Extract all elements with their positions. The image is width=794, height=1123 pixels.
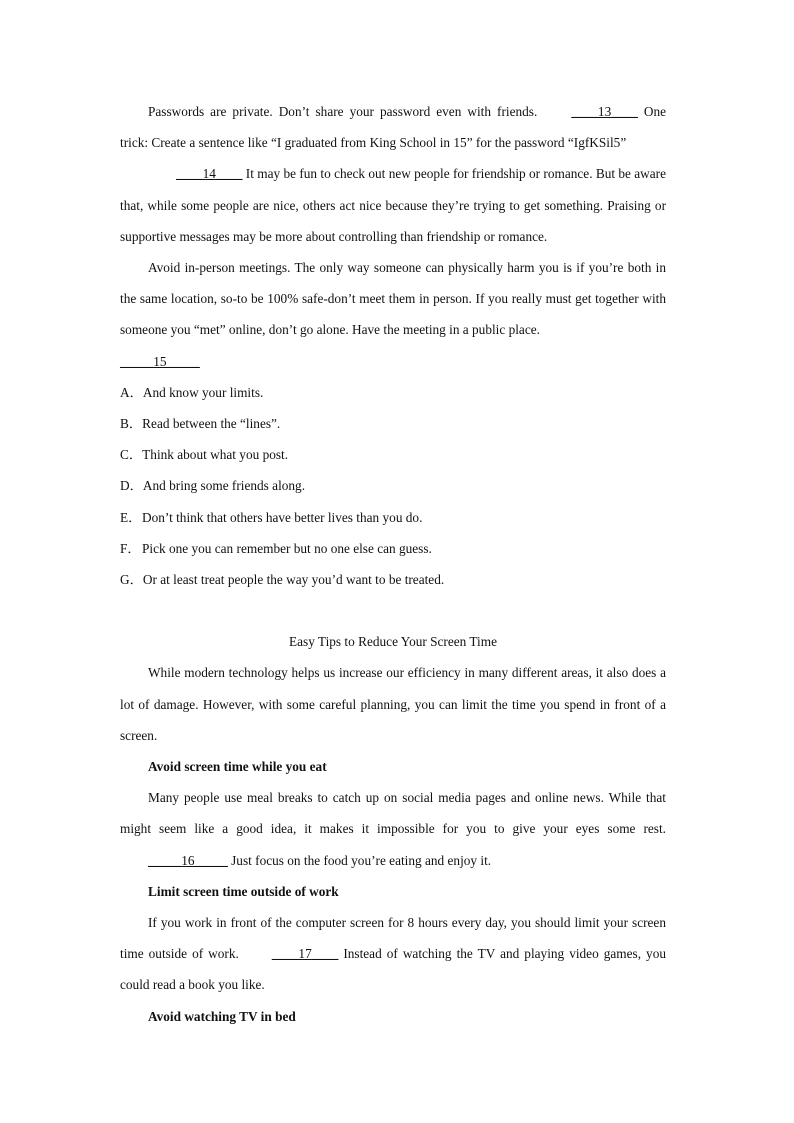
paragraph-intro: While modern technology helps us increase our efficiency in many different areas, it also does a lot of damage. However, with some careful planning, you can limit the time you spend in front of a screen. [120,665,666,743]
paragraph-meal-breaks [120,782,666,876]
option-letter: C． [120,447,143,463]
option-d [120,470,666,501]
option-text: Pick one you can remember but no one else can guess. [142,540,432,556]
option-text: Or at least treat people the way you’d want to be treated. [142,572,445,588]
option-text: And know your limits. [142,384,264,400]
option-a [120,377,666,408]
option-letter: D． [120,478,143,494]
section-heading: Avoid screen time while you eat [148,759,327,775]
blank-17: ____17____ [271,946,339,962]
paragraph-friendship [120,158,666,252]
option-b [120,408,666,439]
option-f [120,533,666,564]
option-letter: A． [120,384,143,400]
option-text: Read between the “lines”. [142,416,281,432]
paragraph-text: Instead of watching the TV and playing video games, you could read a book you like. [120,946,666,993]
paragraph-text: Just focus on the food you’re eating and enjoy it. [227,852,492,868]
option-g [120,564,666,595]
paragraph-passwords [120,96,666,158]
paragraph-outside-work [120,907,666,1001]
blank-13: ____13____ [571,104,638,119]
option-e [120,502,666,533]
option-text: Don’t think that others have better lives than you do. [142,509,423,525]
paragraph-text: Passwords are private. Don’t share your password even with friends. [148,104,544,119]
paragraph-text: One trick: Create a sentence like “I graduated from King School in 15” for the password “IgfKSil5” [120,104,666,151]
paragraph-text: It may be fun to check out new people for friendship or romance. But be aware that, while some people are nice, others act nice because they’re trying to get something. Praising or supportive messages may be more about controlling than friendship or romance. [120,166,666,244]
passage-title: Easy Tips to Reduce Your Screen Time [289,634,497,650]
option-letter: G． [120,572,143,588]
option-letter: B． [120,416,143,432]
document-page [120,96,666,1032]
paragraph-blank-15 [120,346,666,377]
paragraph-text: If you work in front of the computer screen for 8 hours every day, you should limit your screen time outside of work. [120,915,666,962]
paragraph-meetings: Avoid in-person meetings. The only way someone can physically harm you is if you’re both in the same location, so-to be 100% safe-don’t meet them in person. If you really must get together with someone you “met” online, don’t go alone. Have the meeting in a public place. [120,260,666,338]
section-heading: Avoid watching TV in bed [148,1008,296,1024]
option-letter: E． [120,509,142,525]
option-letter: F． [120,540,141,556]
blank-16: _____16_____ [148,852,228,868]
option-text: And bring some friends along. [142,478,306,494]
option-text: Think about what you post. [142,447,289,463]
blank-14: ____14____ [176,166,243,182]
section-heading: Limit screen time outside of work [148,883,339,899]
option-c [120,439,666,470]
blank-15: _____15_____ [120,353,200,369]
paragraph-text: Many people use meal breaks to catch up on social media pages and online news. While that might seem like a good idea, it makes it impossible for you to give your eyes some rest. [120,790,666,837]
